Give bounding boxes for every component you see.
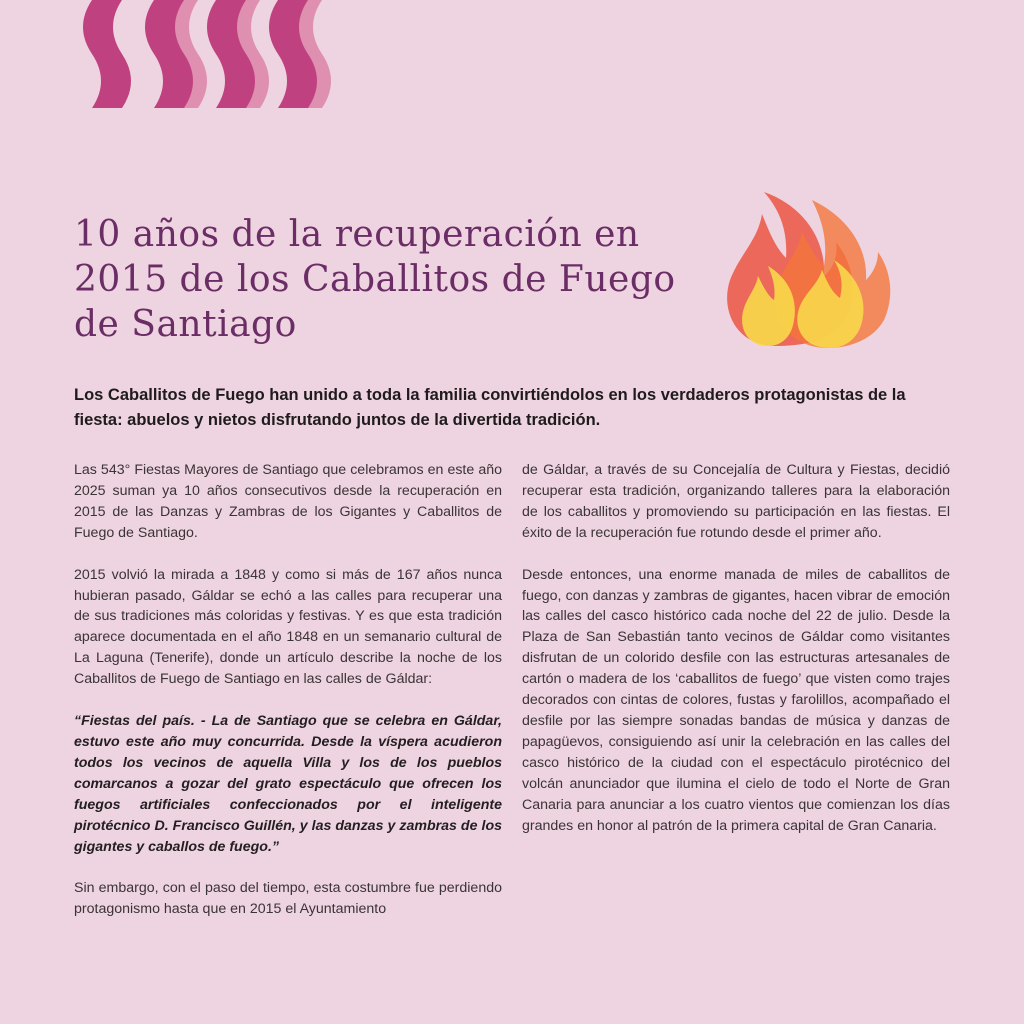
paragraph: Las 543° Fiestas Mayores de Santiago que celebramos en este año 2025 suman ya 10 años consecutivos desde la recuperación en 2015 de las Danzas y Zambras de los Gigantes y Caballitos de Fuego de Santiago. — [74, 462, 502, 541]
wave-stripe — [83, 0, 131, 108]
paragraph: 2015 volvió la mirada a 1848 y como si más de 167 años nunca hubieran pasado, Gáldar se echó a las calles para recuperar una de sus tradiciones más coloridas y festivas. Y es que esta tradición aparece documentada en el año 1848 en un semanario cultural de La Laguna (Tenerife), donde un artículo describe la noche de los Caballitos de Fuego de Santiago en las calles de Gáldar: — [74, 566, 502, 688]
wavy-stripes-icon — [72, 0, 342, 112]
right-column — [522, 460, 950, 857]
paragraph: de Gáldar, a través de su Concejalía de Cultura y Fiestas, decidió recuperar esta tradición, organizando talleres para la elaboración de los caballitos y promoviendo su participación en las fiestas. El éxito de la recuperación fue rotundo desde el primer año. — [522, 462, 950, 541]
quote-paragraph: “Fiestas del país. - La de Santiago que se celebra en Gáldar, estuvo este año muy concurrida. Desde la víspera acudieron todos los vecinos de aquella Villa y los de los pueblos comarcanos a gozar del grato espectáculo que ofrecen los fuegos artificiales confeccionados por el inteligente pirotécnico D. Francisco Guillén, y las danzas y zambras de los gigantes y caballos de fuego.” — [74, 713, 502, 855]
flames-icon — [718, 188, 898, 354]
article-title: 10 años de la recuperación en 2015 de los Caballitos de Fuego de Santiago — [74, 214, 676, 345]
left-column — [74, 460, 502, 941]
paragraph: Desde entonces, una enorme manada de miles de caballitos de fuego, con danzas y zambras de gigantes, hacen vibrar de emoción las calles del casco histórico cada noche del 22 de julio. Desde la Plaza de San Sebastián tanto vecinos de Gáldar como visitantes disfrutan de un colorido desfile con las estructuras artesanales de cartón o madera de los ‘caballitos de fuego’ que visten como trajes decorados con cintas de colores, fustas y farolillos, acompañado el desfile por las siempre sonadas bandas de música y danzas de papagüevos, consiguiendo así unir la celebración en las calles del casco histórico de la ciudad con el espectáculo pirotécnico del volcán anunciador que ilumina el cielo de todo el Norte de Gran Canaria para anunciar a los cuatro vientos que comienzan los días grandes en honor al patrón de la primera capital de Gran Canaria. — [522, 566, 950, 834]
article-lead: Los Caballitos de Fuego han unido a toda la familia convirtiéndolos en los verdaderos protagonistas de la fiesta: abuelos y nietos disfrutando juntos de la divertida tradición. — [74, 386, 906, 429]
paragraph: Sin embargo, con el paso del tiempo, esta costumbre fue perdiendo protagonismo hasta que en 2015 el Ayuntamiento — [74, 880, 502, 918]
